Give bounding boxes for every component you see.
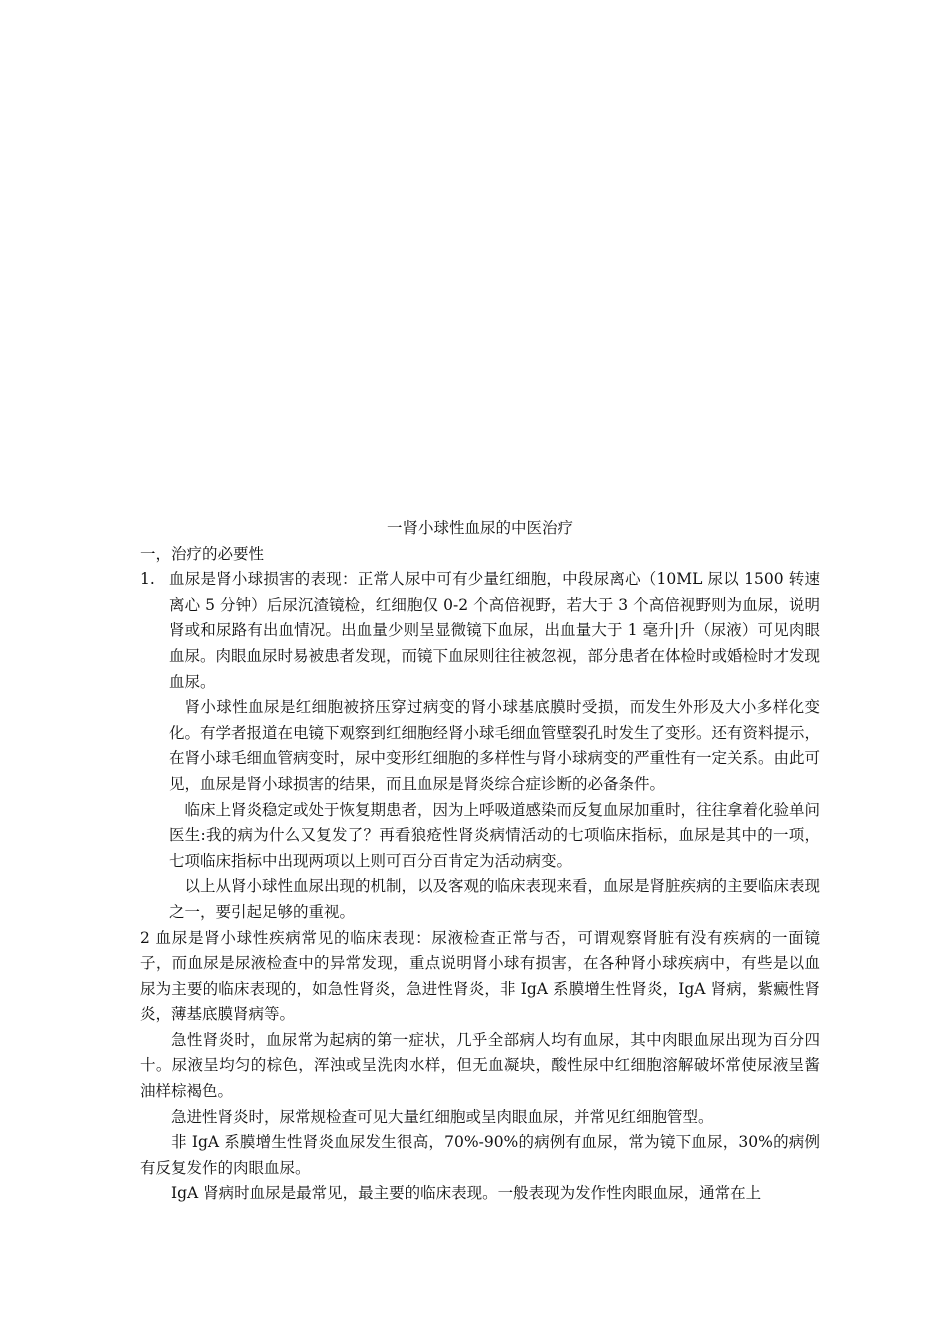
paragraph-rapid-nephritis: 急进性肾炎时，尿常规检查可见大量红细胞或呈肉眼血尿，并常见红细胞管型。: [171, 1107, 714, 1126]
paragraph-acute-nephritis: 急性肾炎时，血尿常为起病的第一症状，几乎全部病人均有血尿，其中肉眼血尿出现为百分四十。尿液呈均匀的棕色，浑浊或呈洗肉水样，但无血凝块，酸性尿中红细胞溶解破坏常使尿液呈酱油样棕褐色。: [140, 1030, 820, 1101]
numbered-item-1: [140, 567, 820, 695]
paragraph-mechanism: 肾小球性血尿是红细胞被挤压穿过病变的肾小球基底膜时受损，而发生外形及大小多样化变化。有学者报道在电镜下观察到红细胞经肾小球毛细血管壁裂孔时发生了变形。还有资料提示，在肾小球毛细血管病变时，尿中变形红细胞的多样性与肾小球病变的严重性有一定关系。由此可见，血尿是肾小球损害的结果，而且血尿是肾炎综合症诊断的必备条件。: [169, 698, 821, 793]
section-heading: 一，治疗的必要性: [140, 544, 265, 563]
document-title: 一肾小球性血尿的中医治疗: [386, 519, 573, 537]
item-1-paragraph: 血尿是肾小球损害的表现：正常人尿中可有少量红细胞，中段尿离心（10ML 尿以 1500 转速离心 5 分钟）后尿沉渣镜检，红细胞仅 0-2 个高倍视野，若大于 3 个高倍视野则为血尿，说明肾或和尿路有出血情况。出血量少则呈显微镜下血尿，出血量大于 1 毫升|升（尿液）可见肉眼血尿。肉眼血尿时易被患者发现，而镜下血尿则往往被忽视，部分患者在体检时或婚检时才发现血尿。: [169, 570, 821, 691]
paragraph-non-iga-nephritis: 非 IgA 系膜增生性肾炎血尿发生很高，70%-90%的病例有血尿，常为镜下血尿，30%的病例有反复发作的肉眼血尿。: [140, 1133, 820, 1177]
document-body: [140, 516, 820, 1207]
paragraph-item-2: 2 血尿是肾小球性疾病常见的临床表现：尿液检查正常与否，可谓观察肾脏有没有疾病的一面镜子，而血尿是尿液检查中的异常发现，重点说明肾小球有损害，在各种肾小球疾病中，有些是以血尿为主要的临床表现的，如急性肾炎，急进性肾炎，非 IgA 系膜增生性肾炎，IgA 肾病，紫癜性肾炎，薄基底膜肾病等。: [140, 928, 820, 1024]
item-1-continuation: [140, 695, 820, 925]
paragraph-clinical: 临床上肾炎稳定或处于恢复期患者，因为上呼吸道感染而反复血尿加重时，往往拿着化验单问医生:我的病为什么又复发了？再看狼疮性肾炎病情活动的七项临床指标，血尿是其中的一项，七项临床指标中出现两项以上则可百分百肯定为活动病变。: [169, 800, 821, 870]
paragraph-summary: 以上从肾小球性血尿出现的机制，以及客观的临床表现来看，血尿是肾脏疾病的主要临床表现之一，要引起足够的重视。: [169, 877, 821, 921]
item-number: 1.: [140, 570, 155, 589]
paragraph-iga-nephropathy: IgA 肾病时血尿是最常见，最主要的临床表现。一般表现为发作性肉眼血尿，通常在上: [171, 1184, 762, 1203]
